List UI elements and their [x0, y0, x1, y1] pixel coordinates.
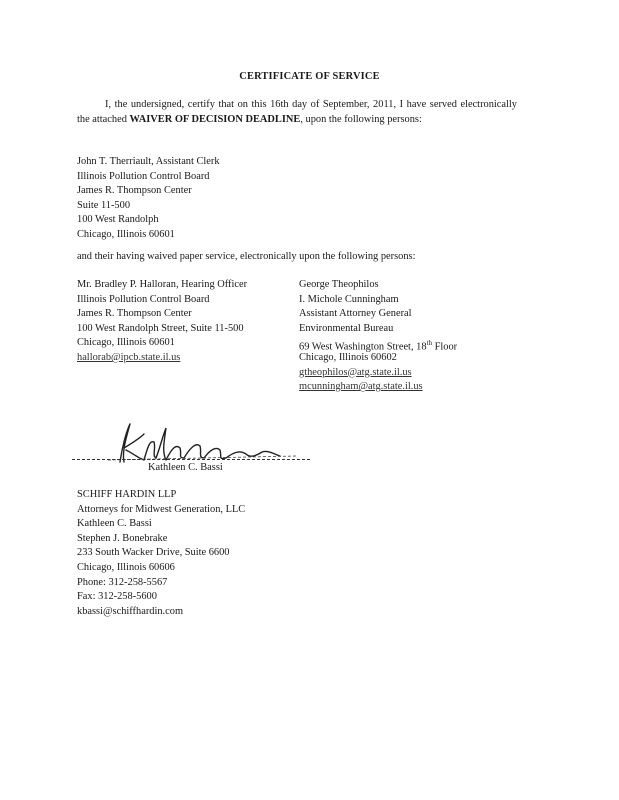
- right-party-email[interactable]: mcunningham@atg.state.il.us: [299, 381, 423, 393]
- recipient-line: Suite 11-500: [77, 199, 131, 211]
- left-party-line: Chicago, Illinois 60601: [77, 337, 175, 349]
- firm-signature-block: [77, 488, 245, 619]
- firm-line: SCHIFF HARDIN LLP: [77, 489, 177, 500]
- firm-line: Phone: 312-258-5567: [77, 576, 168, 588]
- firm-line: Fax: 312-258-5600: [77, 591, 157, 603]
- right-party-line: George Theophilos: [299, 279, 379, 290]
- firm-line: 233 South Wacker Drive, Suite 6600: [77, 547, 230, 559]
- document-title: CERTIFICATE OF SERVICE: [239, 71, 380, 82]
- left-party-address: [77, 278, 247, 366]
- right-party-line: Assistant Attorney General: [299, 308, 412, 320]
- left-party-line: 100 West Randolph Street, Suite 11-500: [77, 322, 244, 334]
- signature-line: [72, 459, 310, 460]
- recipient-line: Chicago, Illinois 60601: [77, 228, 175, 240]
- left-party-line: James R. Thompson Center: [77, 308, 192, 320]
- firm-email[interactable]: kbassi@schiffhardin.com: [77, 605, 184, 617]
- left-party-line: Illinois Pollution Control Board: [77, 293, 210, 305]
- left-party-email[interactable]: hallorab@ipcb.state.il.us: [77, 351, 181, 363]
- recipient-line: Illinois Pollution Control Board: [77, 170, 210, 182]
- recipient-line: 100 West Randolph: [77, 214, 159, 226]
- floor-text: Floor: [431, 341, 458, 353]
- signer-name: Kathleen C. Bassi: [148, 462, 223, 473]
- ordinal-suffix: th: [426, 339, 432, 348]
- intro-text-before: I, the undersigned, certify that on this 16th day of September, 2011, I have served electronically the attached: [77, 99, 517, 125]
- right-party-street: [299, 336, 457, 351]
- recipient-address: [77, 155, 220, 243]
- left-party-line: Mr. Bradley P. Halloran, Hearing Officer: [77, 279, 248, 290]
- right-party-line: I. Michole Cunningham: [299, 293, 399, 305]
- recipient-line: John T. Therriault, Assistant Clerk: [77, 156, 220, 167]
- recipient-line: James R. Thompson Center: [77, 185, 192, 197]
- firm-line: Stephen J. Bonebrake: [77, 532, 168, 544]
- firm-line: Kathleen C. Bassi: [77, 518, 152, 530]
- firm-line: Chicago, Illinois 60606: [77, 561, 175, 573]
- document-name-bold: WAIVER OF DECISION DEADLINE: [129, 113, 301, 125]
- intro-text-after: , upon the following persons:: [300, 113, 422, 125]
- waived-service-text: and their having waived paper service, electronically upon the following persons:: [77, 251, 416, 262]
- intro-paragraph: [77, 98, 517, 127]
- street-text: 69 West Washington Street, 18: [299, 341, 427, 353]
- firm-line: Attorneys for Midwest Generation, LLC: [77, 503, 246, 515]
- right-party-line: Environmental Bureau: [299, 322, 394, 334]
- right-party-city: Chicago, Illinois 60602: [299, 351, 397, 363]
- right-party-email[interactable]: gtheophilos@atg.state.il.us: [299, 366, 412, 378]
- right-party-address: [299, 278, 457, 395]
